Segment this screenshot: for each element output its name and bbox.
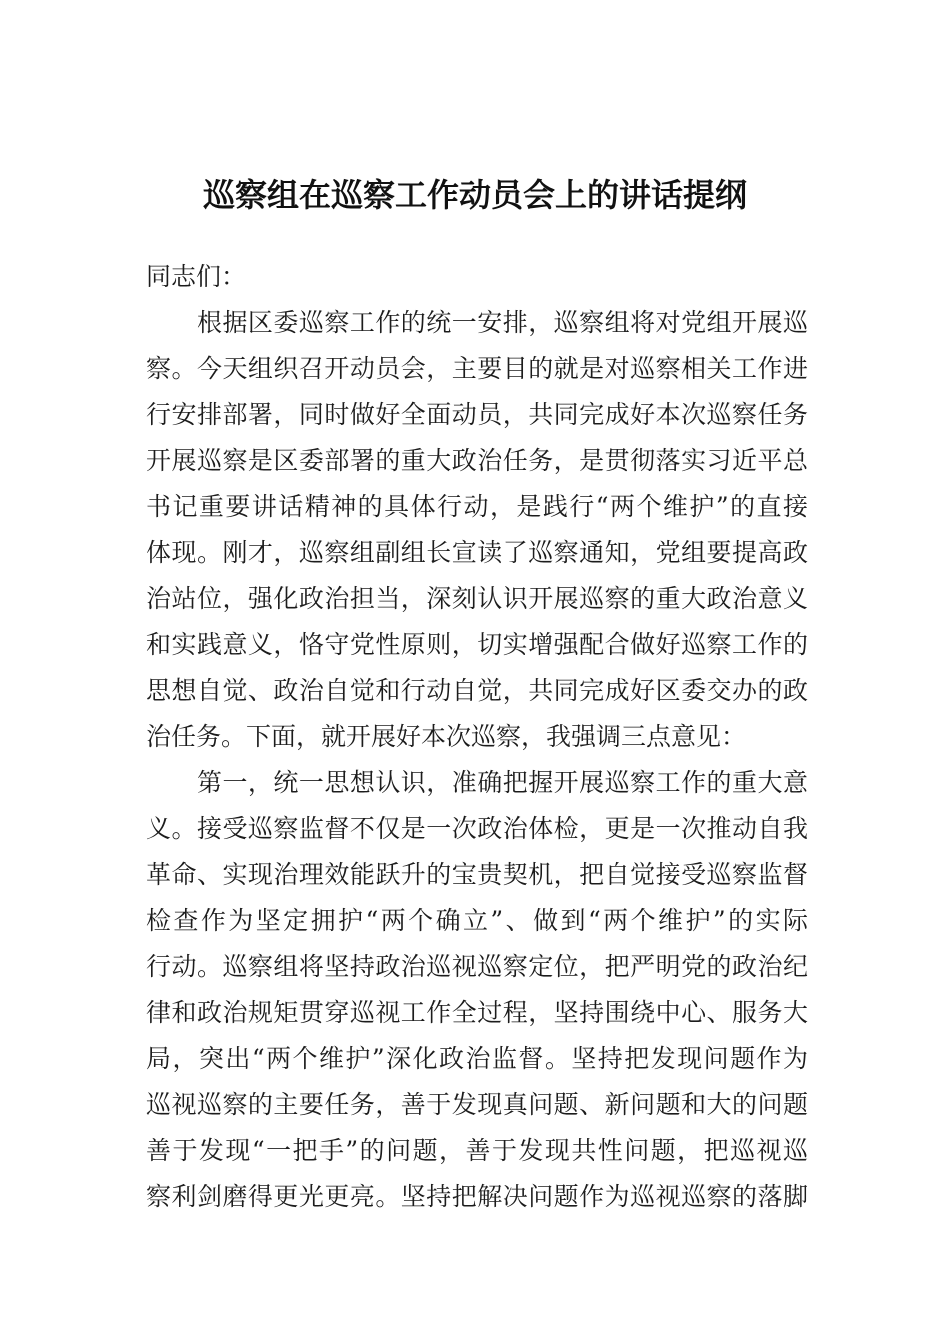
body-line: 革命、实现治理效能跃升的宝贵契机，把自觉接受巡察监督 bbox=[146, 860, 808, 889]
document-body bbox=[146, 254, 808, 1220]
body-line: 第一，统一思想认识，准确把握开展巡察工作的重大意 bbox=[146, 768, 808, 797]
body-line: 治站位，强化政治担当，深刻认识开展巡察的重大政治意义 bbox=[146, 584, 808, 613]
body-line: 行动。巡察组将坚持政治巡视巡察定位，把严明党的政治纪 bbox=[146, 952, 808, 981]
body-line: 体现。刚才，巡察组副组长宣读了巡察通知，党组要提高政 bbox=[146, 538, 808, 567]
document-title: 巡察组在巡察工作动员会上的讲话提纲 bbox=[202, 176, 747, 214]
body-line: 察利剑磨得更光更亮。坚持把解决问题作为巡视巡察的落脚 bbox=[146, 1182, 808, 1211]
body-line: 义。接受巡察监督不仅是一次政治体检，更是一次推动自我 bbox=[146, 814, 808, 843]
body-line: 局，突出“两个维护”深化政治监督。坚持把发现问题作为 bbox=[146, 1044, 808, 1073]
body-line: 律和政治规矩贯穿巡视工作全过程，坚持围绕中心、服务大 bbox=[146, 998, 808, 1027]
body-line: 治任务。下面，就开展好本次巡察，我强调三点意见： bbox=[146, 722, 747, 751]
body-line: 开展巡察是区委部署的重大政治任务，是贯彻落实习近平总 bbox=[146, 446, 808, 475]
body-line: 根据区委巡察工作的统一安排，巡察组将对党组开展巡 bbox=[146, 308, 808, 337]
body-line: 察。今天组织召开动员会，主要目的就是对巡察相关工作进 bbox=[146, 354, 808, 383]
body-line: 巡视巡察的主要任务，善于发现真问题、新问题和大的问题 bbox=[146, 1090, 808, 1119]
body-line: 思想自觉、政治自觉和行动自觉，共同完成好区委交办的政 bbox=[146, 676, 808, 705]
body-line: 和实践意义，恪守党性原则，切实增强配合做好巡察工作的 bbox=[146, 630, 808, 659]
salutation: 同志们： bbox=[146, 262, 247, 291]
body-line: 善于发现“一把手”的问题，善于发现共性问题，把巡视巡 bbox=[146, 1136, 808, 1165]
body-line: 检查作为坚定拥护“两个确立”、做到“两个维护”的实际 bbox=[146, 906, 808, 935]
body-line: 书记重要讲话精神的具体行动，是践行“两个维护”的直接 bbox=[146, 492, 808, 521]
body-line: 行安排部署，同时做好全面动员，共同完成好本次巡察任务 bbox=[146, 400, 808, 429]
